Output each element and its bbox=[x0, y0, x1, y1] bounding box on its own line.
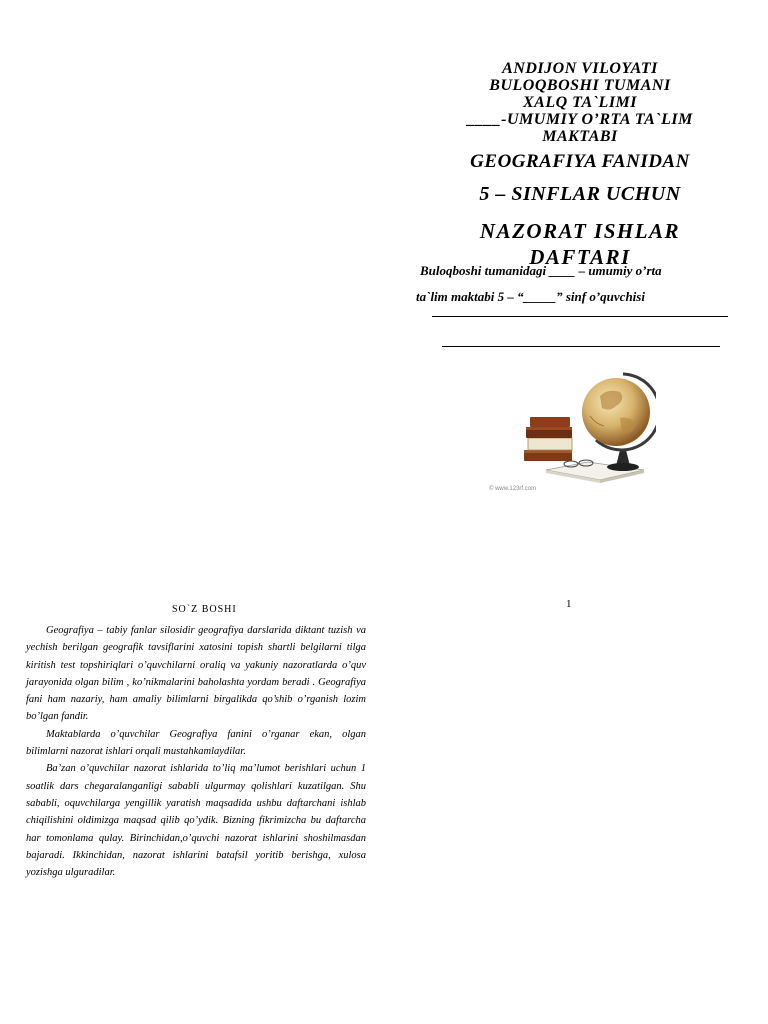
owner-block bbox=[416, 258, 750, 310]
grade-title: 5 – SINFLAR UCHUN bbox=[479, 183, 681, 205]
district-line: BULOQBOSHI TUMANI bbox=[489, 77, 671, 94]
name-blank-line-1 bbox=[432, 316, 728, 317]
notebook-title-line1: NAZORAT ISHLAR bbox=[479, 219, 681, 243]
globe-books-illustration bbox=[516, 366, 656, 496]
name-blank-line-2 bbox=[442, 346, 720, 347]
page-number: 1 bbox=[566, 598, 572, 610]
notebook-title-line2: DAFTARI bbox=[529, 245, 631, 269]
image-credit: © www.123rf.com bbox=[489, 486, 537, 492]
department-line: XALQ TA`LIMI bbox=[522, 94, 637, 111]
preface-text bbox=[26, 622, 366, 881]
region-line: ANDIJON VILOYATI bbox=[502, 60, 658, 77]
cover-header bbox=[400, 60, 760, 270]
school-line: ____-UMUMIY O’RTA TA`LIM bbox=[467, 111, 693, 128]
preface-title: SO`Z BOSHI bbox=[172, 604, 237, 615]
preface-paragraph: Ba’zan o’quvchilar nazorat ishlarida to’liq ma’lumot berishlari uchun 1 soatlik dars chegaralanganligi sababli ulgurmay qolishlari kuzatilgan. Shu sababli, oquvchilarga yengillik yaratish maqsadida ushbu daftarchani ishlab chiqilishini oldimizga maqsad qilib qo’ydik. Bizning fikrimizcha bu daftarcha har tomonlama qulay. Birinchidan,o’quvchi nazorat ishlarini shoshilmasdan bajaradi. Ikkinchidan, nazorat ishlarini batafsil yoritib berishga, xulosa yozishga ulguradilar. bbox=[26, 763, 366, 879]
owner-line1: Buloqboshi tumanidagi ____ – umumiy o’rta bbox=[420, 263, 662, 278]
subject-title: GEOGRAFIYA FANIDAN bbox=[470, 151, 690, 172]
owner-line2: ta`lim maktabi 5 – “_____” sinf o’quvchisi bbox=[416, 289, 645, 304]
school-word: MAKTABI bbox=[542, 128, 618, 145]
preface-paragraph: Maktablarda o’quvchilar Geografiya fanini o’rganar ekan, olgan bilimlarni nazorat ishlari orqali mustahkamlaydilar. bbox=[26, 728, 366, 758]
preface-paragraph: Geografiya – tabiy fanlar silosidir geografiya darslarida diktant tuzish va yechish berilgan geografik tavsiflarini xatosini topish shartli belgilarni tilga kiritish test topshiriqlari o’quvchilarni oraliq va yakuniy nazoratlarda o’quv jarayonida olgan bilim , ko’nikmalarini baholashta yordam beradi . Geografiya fani ham nazariy, ham amaliy bilimlarni birgalikda qo’shib o’rganish lozim bo’lgan fandir. bbox=[26, 625, 366, 723]
